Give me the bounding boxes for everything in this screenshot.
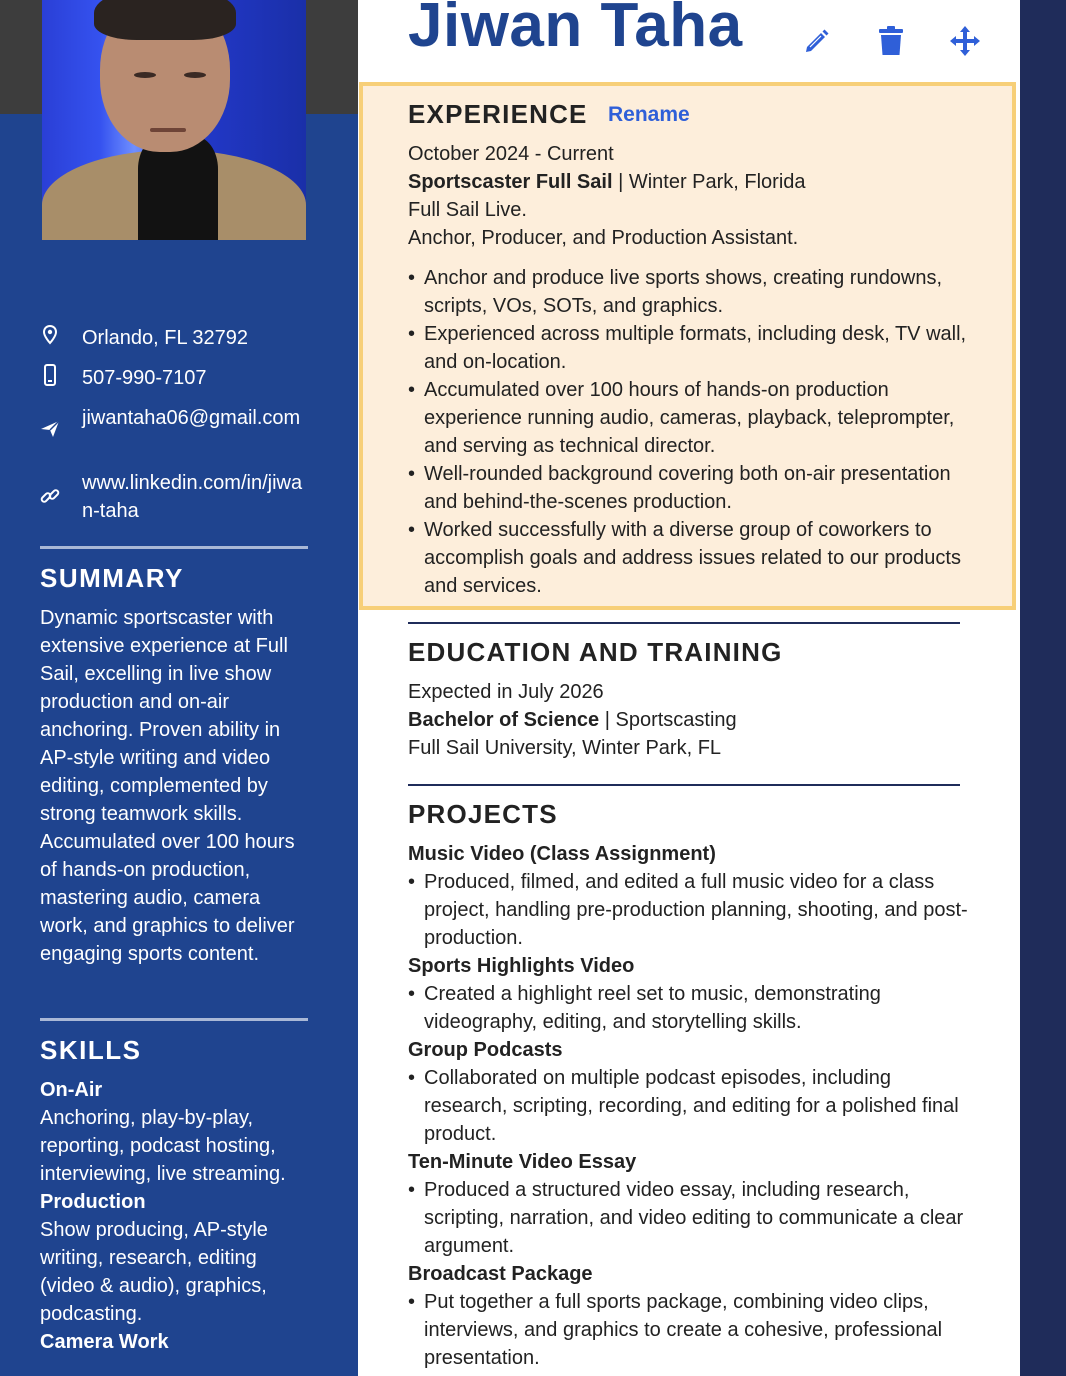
- delete-button[interactable]: [873, 24, 909, 62]
- list-item: • Accumulated over 100 hours of hands-on production experience running audio, cameras, playback, teleprompter, and serving as technical director.: [408, 376, 968, 460]
- project-bullets: [408, 868, 968, 952]
- skill-group-text: Anchoring, play-by-play, reporting, podcast hosting, interviewing, live streaming.: [40, 1107, 286, 1185]
- pencil-icon: [802, 26, 832, 61]
- photo-mouth: [150, 128, 186, 132]
- list-item: • Produced a structured video essay, including research, scripting, narration, and video editing to communicate a clear argument.: [408, 1176, 968, 1260]
- skill-group-title: On-Air: [40, 1079, 103, 1101]
- contact-linkedin: [40, 469, 310, 525]
- project-title: Music Video (Class Assignment): [408, 843, 716, 865]
- education-heading: EDUCATION AND TRAINING: [408, 637, 783, 667]
- experience-heading: EXPERIENCE: [408, 99, 588, 129]
- contact-email-text: jiwantaha06@gmail.com: [82, 407, 301, 429]
- project-title: Sports Highlights Video: [408, 955, 635, 977]
- move-arrows-icon: [949, 25, 981, 62]
- edit-button[interactable]: [799, 24, 835, 62]
- summary-text: Dynamic sportscaster with extensive experience at Full Sail, excelling in live show production and on-air anchoring. Proven ability in AP-style writing and video editing, complemented by strong teamwork skills. Accumulated over 100 hours of hands-on production, mastering audio, camera work, and graphics to deliver engaging sports content.: [40, 607, 295, 965]
- photo-shirt: [138, 136, 218, 240]
- project-bullets: [408, 980, 968, 1036]
- move-button[interactable]: [947, 24, 983, 62]
- education-degree: Bachelor of Science: [408, 709, 600, 731]
- section-divider: [408, 622, 960, 624]
- project-bullets: [408, 1288, 968, 1372]
- contact-phone-text: 507-990-7107: [82, 367, 207, 389]
- contact-email: [40, 404, 310, 440]
- education-field: | Sportscasting: [599, 709, 737, 731]
- skills-heading: SKILLS: [40, 1035, 142, 1065]
- summary-heading: SUMMARY: [40, 563, 184, 593]
- list-item: • Worked successfully with a diverse group of coworkers to accomplish goals and address issues related to our products and services.: [408, 516, 968, 600]
- skill-group-title: Production: [40, 1191, 146, 1213]
- project-bullets: [408, 1176, 968, 1260]
- list-item: • Created a highlight reel set to music, demonstrating videography, editing, and storytelling skills.: [408, 980, 968, 1036]
- section-divider: [408, 784, 960, 786]
- education-entry[interactable]: [408, 678, 968, 762]
- skill-group-title: Camera Work: [40, 1331, 169, 1353]
- contact-address: [40, 324, 310, 352]
- list-item: • Produced, filmed, and edited a full music video for a class project, handling pre-production planning, shooting, and post-production.: [408, 868, 968, 952]
- photo-eye: [134, 72, 156, 78]
- sidebar-divider: [40, 1018, 308, 1021]
- resume-name[interactable]: Jiwan Taha: [408, 0, 743, 60]
- mobile-phone-icon: [40, 364, 60, 386]
- send-icon: [40, 418, 60, 440]
- project-title: Ten-Minute Video Essay: [408, 1151, 637, 1173]
- experience-entry: [408, 140, 968, 600]
- list-item: • Well-rounded background covering both on-air presentation and behind-the-scenes production.: [408, 460, 968, 516]
- project-bullets: [408, 1064, 968, 1148]
- project-title: Broadcast Package: [408, 1263, 593, 1285]
- location-pin-icon: [40, 324, 60, 346]
- list-item: • Collaborated on multiple podcast episodes, including research, scripting, recording, and editing for a polished final product.: [408, 1064, 968, 1148]
- rename-link[interactable]: Rename: [608, 103, 690, 126]
- experience-org: Full Sail Live.: [408, 199, 527, 221]
- education-dates: Expected in July 2026: [408, 681, 604, 703]
- experience-roles: Anchor, Producer, and Production Assistant.: [408, 227, 799, 249]
- list-item: • Put together a full sports package, combining video clips, interviews, and graphics to create a cohesive, professional presentation.: [408, 1288, 968, 1372]
- photo-eye: [184, 72, 206, 78]
- contact-phone: [40, 364, 310, 392]
- contact-address-text: Orlando, FL 32792: [82, 327, 249, 349]
- projects-heading: PROJECTS: [408, 799, 558, 829]
- experience-dates: October 2024 - Current: [408, 143, 614, 165]
- experience-bullets: [408, 264, 968, 600]
- experience-title-line: [408, 168, 968, 196]
- project-title: Group Podcasts: [408, 1039, 563, 1061]
- skill-group-text: Show producing, AP-style writing, research, editing (video & audio), graphics, podcasting.: [40, 1219, 268, 1325]
- sidebar-divider: [40, 546, 308, 549]
- link-icon: [40, 485, 60, 507]
- right-margin-strip: [1020, 0, 1066, 1376]
- trash-icon: [878, 26, 904, 61]
- experience-location: | Winter Park, Florida: [612, 171, 806, 193]
- contact-linkedin-text: www.linkedin.com/in/jiwan-taha: [82, 472, 303, 522]
- education-degree-line: [408, 706, 968, 734]
- experience-title: Sportscaster Full Sail: [408, 171, 613, 193]
- skills-list: [40, 1076, 312, 1356]
- profile-photo[interactable]: [42, 0, 306, 240]
- list-item: • Anchor and produce live sports shows, creating rundowns, scripts, VOs, SOTs, and graphics.: [408, 264, 968, 320]
- projects-entry[interactable]: [408, 840, 968, 1372]
- list-item: • Experienced across multiple formats, including desk, TV wall, and on-location.: [408, 320, 968, 376]
- photo-hair: [94, 0, 236, 40]
- education-school: Full Sail University, Winter Park, FL: [408, 737, 722, 759]
